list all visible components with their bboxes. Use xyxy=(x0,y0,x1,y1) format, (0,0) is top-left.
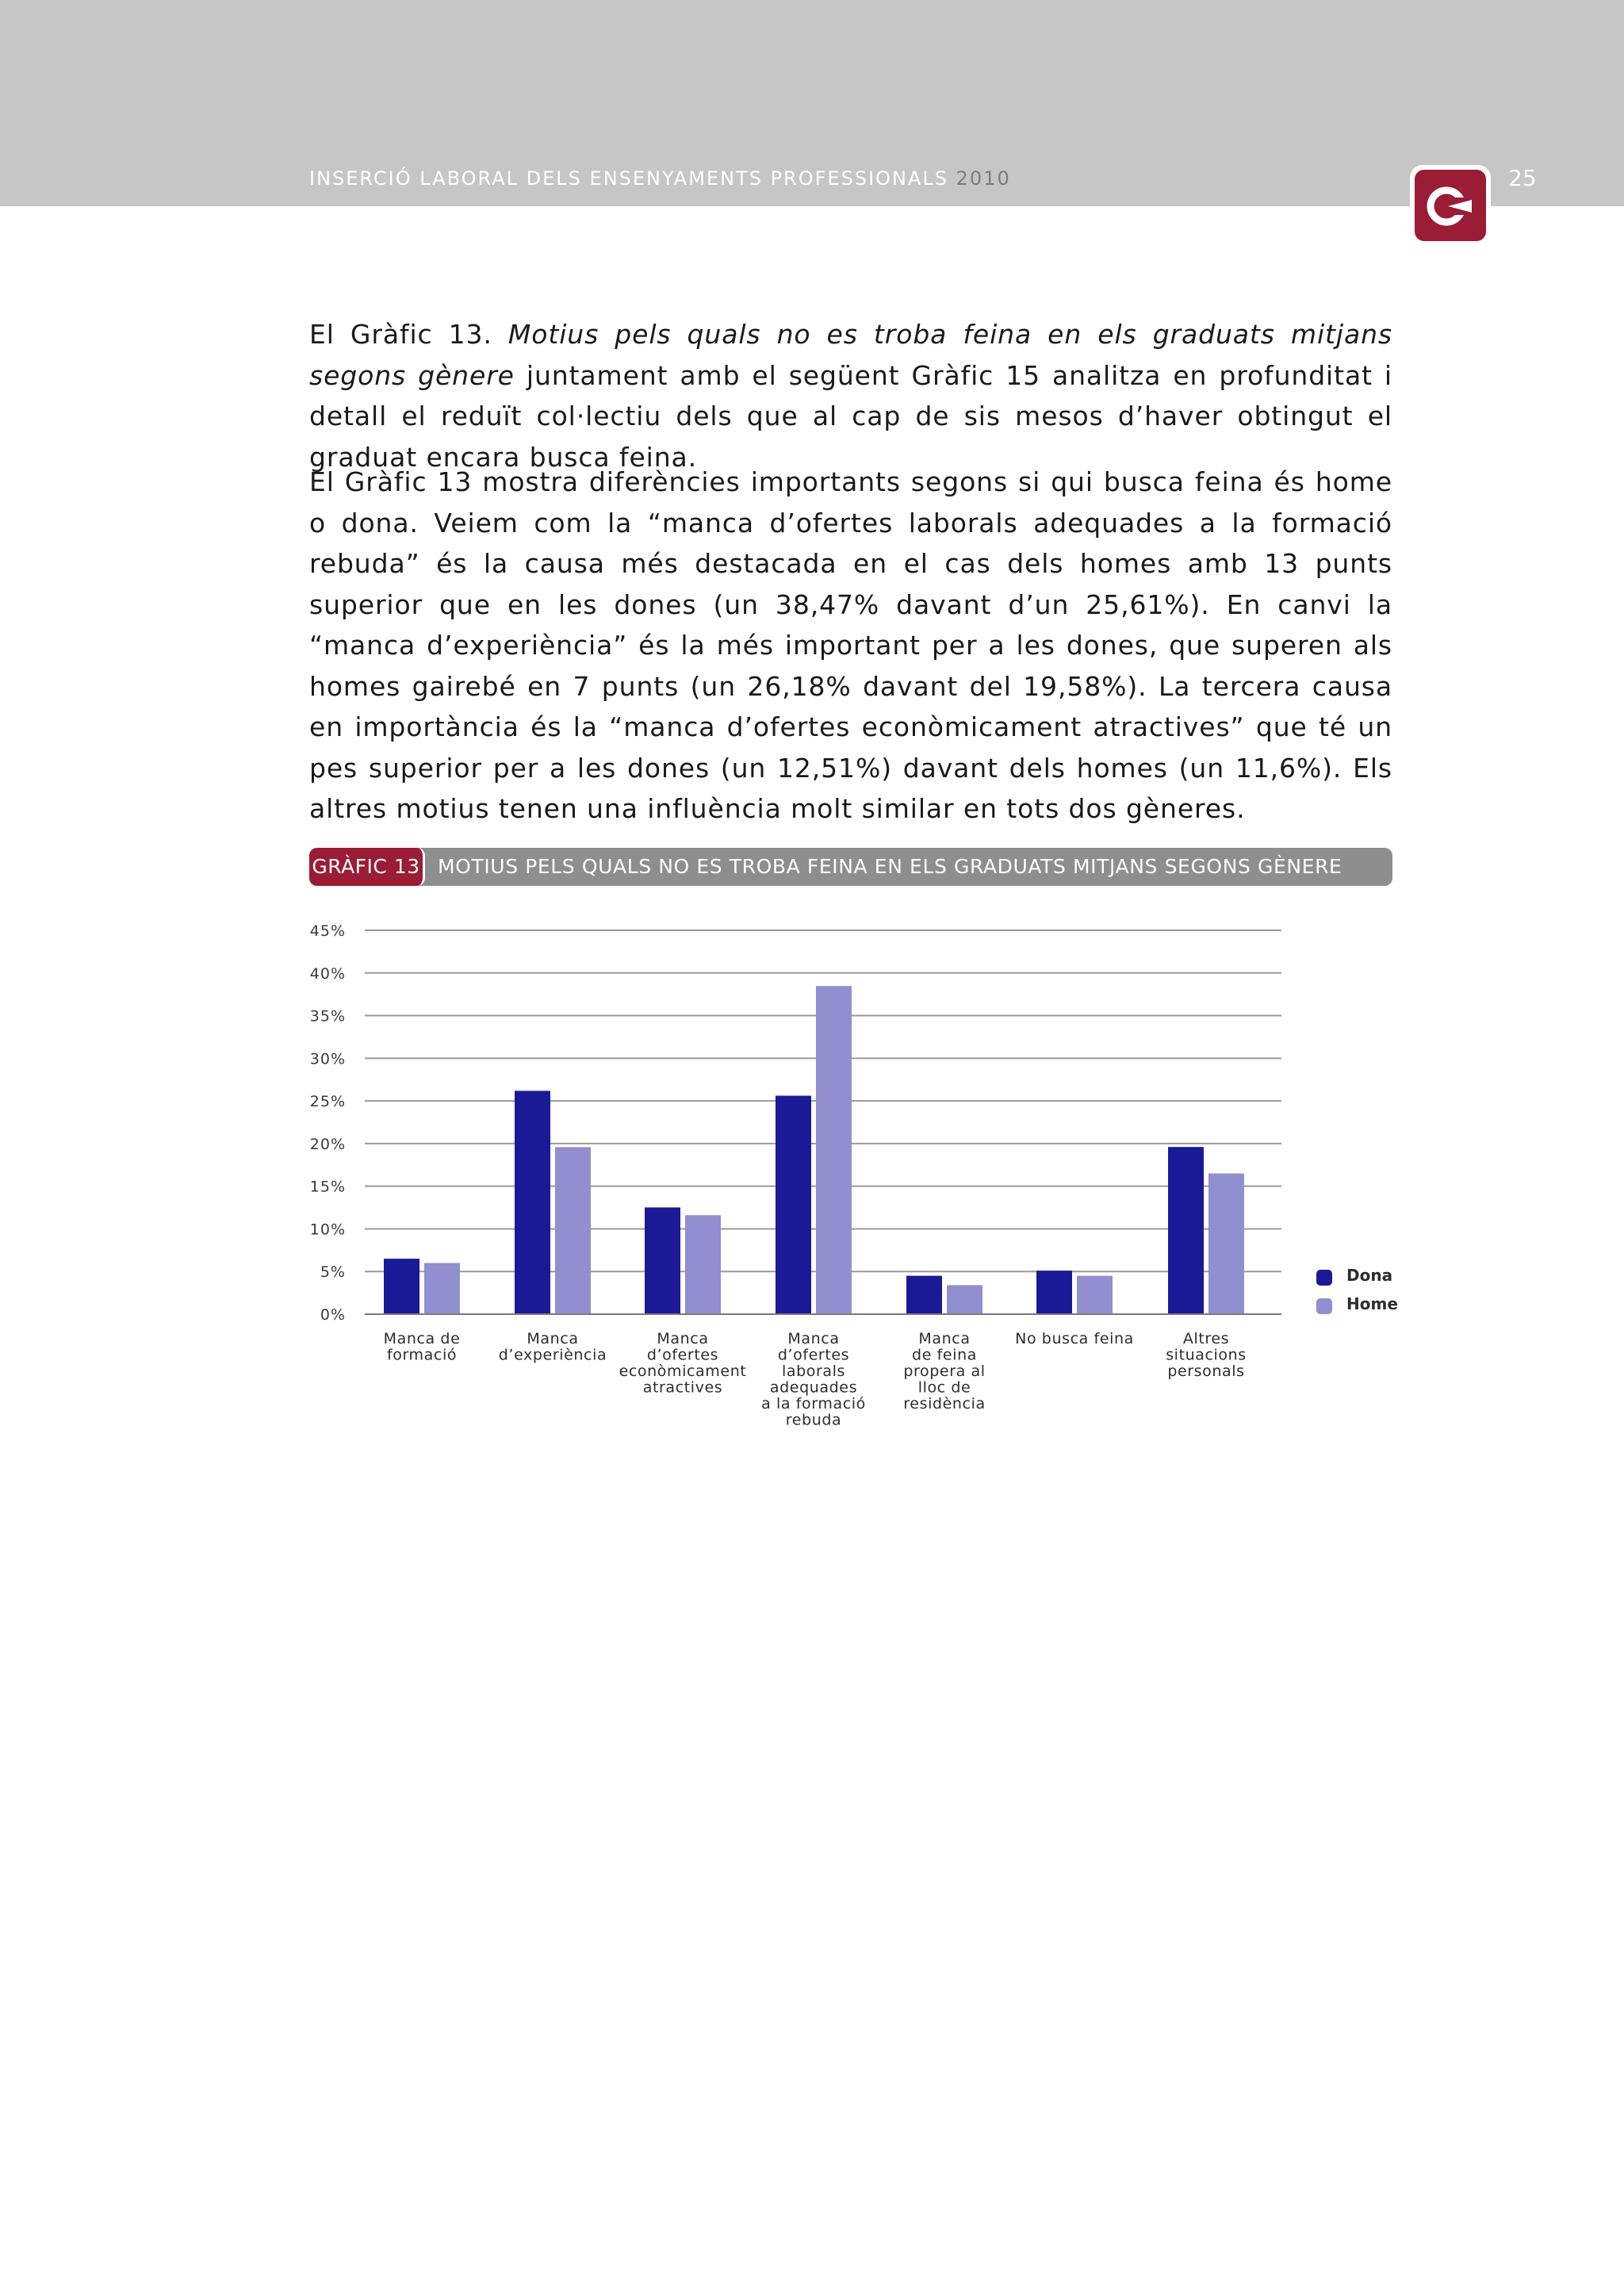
paragraph-1-rest: juntament amb el següent Gràfic 15 analitza en profunditat i detall el reduït col·lectiu dels que al cap de sis mesos d’haver obtingut el graduat encara busca feina. xyxy=(309,359,1392,473)
x-tick-label: personals xyxy=(1167,1363,1245,1380)
paragraph-1-italic: Motius pels quals no es troba feina en els graduats mitjans segons gènere xyxy=(309,319,1392,391)
bar-dona xyxy=(384,1259,419,1314)
bar-dona xyxy=(1168,1147,1204,1314)
y-tick-label: 35% xyxy=(309,1007,346,1025)
y-tick-label: 40% xyxy=(309,964,346,983)
y-tick-label: 30% xyxy=(309,1050,346,1068)
y-tick-label: 20% xyxy=(309,1135,346,1153)
legend-label: Dona xyxy=(1346,1266,1393,1285)
x-tick-label: d’ofertes xyxy=(646,1346,719,1364)
legend-swatch xyxy=(1316,1298,1332,1314)
x-tick-label: No busca feina xyxy=(1015,1330,1134,1347)
running-header-year: 2010 xyxy=(956,167,1011,190)
x-tick-label: atractives xyxy=(642,1378,723,1397)
x-tick-label: Manca xyxy=(918,1330,971,1347)
paragraph-2: El Gràfic 13 mostra diferències importants segons si qui busca feina és home o dona. Veiem com la “manca d’ofertes laborals adequades a la formació rebuda” és la causa més destacada en el cas dels homes amb 13 punts superior que en les dones (un 38,47% davant d’un 25,61%). En canvi la “manca d’experiència” és la més important per a les dones, que superen als homes gairebé en 7 punts (un 26,18% davant del 19,58%). La tercera causa en importància és la “manca d’ofertes econòmicament atractives” que té un pes superior per a les dones (un 12,51%) davant dels homes (un 11,6%). Els altres motius tenen una influència molt similar en tots dos gèneres. xyxy=(309,466,1392,824)
bar-home xyxy=(685,1215,721,1314)
x-tick-label: Manca xyxy=(657,1330,709,1347)
y-tick-label: 0% xyxy=(320,1306,346,1324)
bar-dona xyxy=(645,1207,680,1314)
running-header-title: INSERCIÓ LABORAL DELS ENSENYAMENTS PROFESSIONALS xyxy=(309,167,948,190)
paragraph-1-intro: El Gràfic 13. xyxy=(309,319,508,350)
x-tick-label: residència xyxy=(903,1395,986,1412)
x-tick-label: d’ofertes xyxy=(777,1346,850,1364)
bar-dona xyxy=(515,1091,550,1314)
legend-label: Home xyxy=(1346,1294,1398,1313)
legend-item-dona xyxy=(1316,1265,1475,1289)
chart-title: MOTIUS PELS QUALS NO ES TROBA FEINA EN ELS GRADUATS MITJANS SEGONS GÈNERE xyxy=(438,855,1342,878)
x-tick-label: Manca xyxy=(787,1330,840,1347)
x-tick-label: laborals xyxy=(781,1363,846,1380)
x-tick-label: a la formació xyxy=(761,1395,866,1412)
x-tick-label: rebuda xyxy=(785,1411,842,1429)
legend-item-home xyxy=(1316,1294,1475,1317)
x-tick-label: Manca de xyxy=(383,1330,461,1347)
x-tick-label: Manca xyxy=(527,1330,579,1347)
y-tick-label: 15% xyxy=(309,1178,346,1196)
y-tick-label: 45% xyxy=(309,922,346,940)
x-tick-label: d’experiència xyxy=(498,1346,607,1364)
y-tick-label: 5% xyxy=(320,1263,346,1282)
bar-home xyxy=(424,1263,460,1314)
bar-home xyxy=(816,986,852,1314)
bar-dona xyxy=(906,1276,942,1314)
x-tick-label: formació xyxy=(386,1346,458,1364)
x-tick-label: econòmicament xyxy=(619,1363,747,1380)
bar-home xyxy=(1077,1276,1113,1314)
x-tick-label: situacions xyxy=(1166,1346,1247,1364)
y-tick-label: 10% xyxy=(309,1221,346,1239)
chart-tag: GRÀFIC 13 xyxy=(309,848,425,886)
x-tick-label: de feina xyxy=(912,1346,977,1364)
bar-home xyxy=(1208,1174,1244,1314)
legend-swatch xyxy=(1316,1270,1332,1286)
x-tick-label: adequades xyxy=(769,1378,858,1397)
x-tick-label: lloc de xyxy=(917,1378,971,1397)
bar-dona xyxy=(776,1096,811,1314)
bar-home xyxy=(947,1285,982,1314)
page-number: 25 xyxy=(1508,165,1537,191)
y-tick-label: 25% xyxy=(309,1093,346,1111)
bar-home xyxy=(555,1147,591,1314)
x-tick-label: Altres xyxy=(1182,1330,1230,1347)
x-tick-label: propera al xyxy=(903,1363,986,1380)
bar-dona xyxy=(1036,1271,1072,1314)
